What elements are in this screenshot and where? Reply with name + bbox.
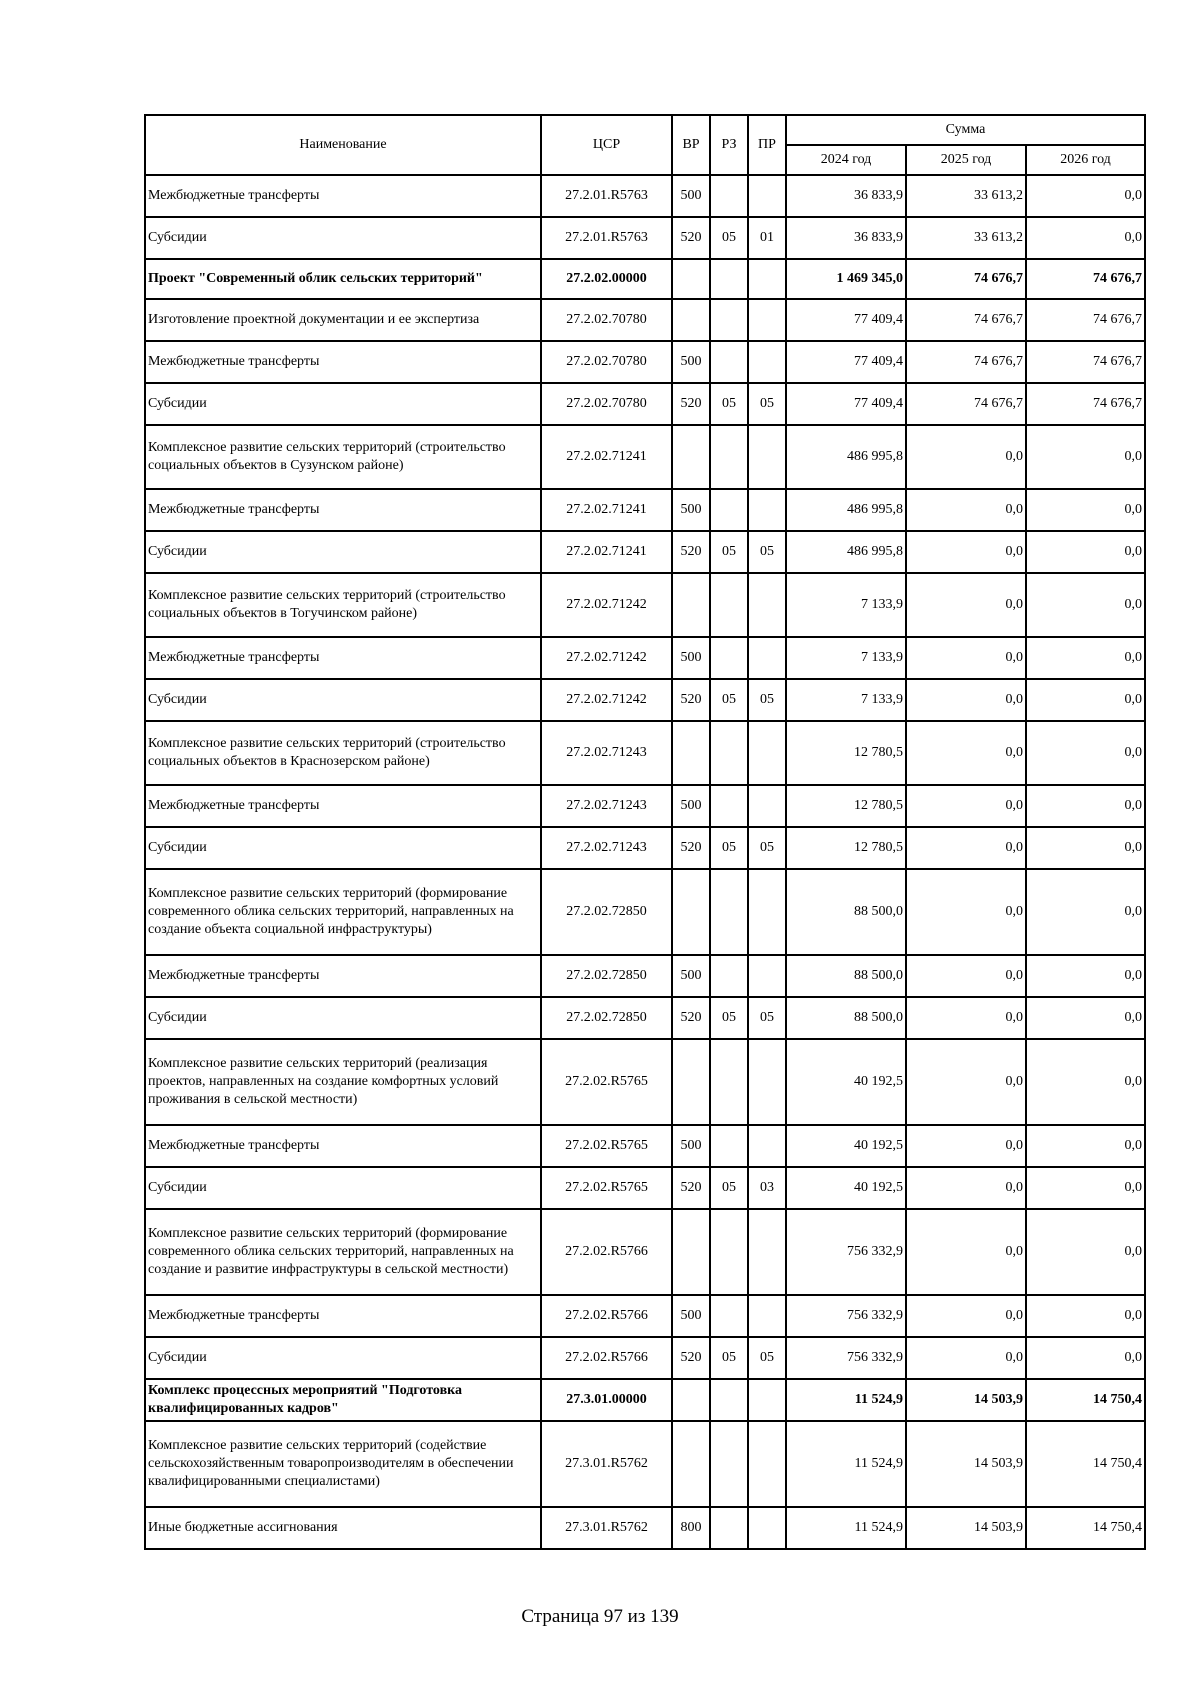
cell-vr: 500 (672, 955, 710, 997)
cell-pr (748, 299, 786, 341)
cell-vr: 520 (672, 1337, 710, 1379)
table-row (145, 997, 1145, 1039)
cell-pr (748, 175, 786, 217)
cell-y2025: 0,0 (906, 955, 1026, 997)
cell-rz (710, 1125, 748, 1167)
header-rz: РЗ (710, 115, 748, 175)
cell-rz (710, 341, 748, 383)
table-row (145, 827, 1145, 869)
cell-name: Межбюджетные трансферты (145, 1295, 541, 1337)
cell-rz: 05 (710, 383, 748, 425)
cell-vr (672, 425, 710, 489)
cell-csr: 27.2.02.71242 (541, 637, 672, 679)
cell-pr: 05 (748, 997, 786, 1039)
cell-csr: 27.2.02.00000 (541, 259, 672, 299)
cell-rz: 05 (710, 997, 748, 1039)
cell-name: Комплексное развитие сельских территорий (реализация проектов, направленных на создание комфортных условий проживания в сельской местности) (145, 1039, 541, 1125)
cell-rz: 05 (710, 531, 748, 573)
header-sum: Сумма (786, 115, 1145, 145)
cell-name: Субсидии (145, 217, 541, 259)
cell-name: Субсидии (145, 997, 541, 1039)
cell-rz: 05 (710, 1167, 748, 1209)
cell-y2025: 74 676,7 (906, 259, 1026, 299)
cell-y2025: 33 613,2 (906, 175, 1026, 217)
cell-name: Субсидии (145, 827, 541, 869)
cell-pr (748, 869, 786, 955)
cell-y2024: 40 192,5 (786, 1125, 906, 1167)
cell-vr (672, 869, 710, 955)
cell-y2026: 74 676,7 (1026, 299, 1145, 341)
cell-pr: 05 (748, 679, 786, 721)
cell-name: Субсидии (145, 1167, 541, 1209)
cell-vr: 500 (672, 1295, 710, 1337)
cell-y2024: 88 500,0 (786, 869, 906, 955)
cell-csr: 27.2.02.70780 (541, 299, 672, 341)
cell-y2024: 756 332,9 (786, 1209, 906, 1295)
header-pr: ПР (748, 115, 786, 175)
cell-y2025: 33 613,2 (906, 217, 1026, 259)
table-row (145, 1507, 1145, 1549)
cell-rz (710, 955, 748, 997)
cell-y2024: 486 995,8 (786, 531, 906, 573)
cell-rz (710, 1209, 748, 1295)
cell-pr: 05 (748, 383, 786, 425)
cell-csr: 27.2.02.70780 (541, 341, 672, 383)
cell-y2025: 0,0 (906, 531, 1026, 573)
cell-rz (710, 259, 748, 299)
cell-csr: 27.2.02.R5766 (541, 1209, 672, 1295)
table-row (145, 1295, 1145, 1337)
cell-csr: 27.2.02.72850 (541, 955, 672, 997)
cell-csr: 27.2.02.72850 (541, 997, 672, 1039)
cell-y2026: 0,0 (1026, 679, 1145, 721)
table-row (145, 679, 1145, 721)
table-row (145, 1039, 1145, 1125)
cell-csr: 27.2.02.70780 (541, 383, 672, 425)
cell-y2026: 74 676,7 (1026, 341, 1145, 383)
header-2024: 2024 год (786, 145, 906, 175)
cell-y2024: 11 524,9 (786, 1379, 906, 1421)
cell-csr: 27.2.01.R5763 (541, 175, 672, 217)
cell-y2026: 0,0 (1026, 955, 1145, 997)
cell-pr (748, 1421, 786, 1507)
cell-vr: 500 (672, 175, 710, 217)
cell-rz (710, 1507, 748, 1549)
cell-y2025: 0,0 (906, 869, 1026, 955)
cell-csr: 27.2.02.71242 (541, 679, 672, 721)
cell-y2025: 0,0 (906, 1167, 1026, 1209)
cell-y2024: 88 500,0 (786, 997, 906, 1039)
cell-vr (672, 299, 710, 341)
cell-pr (748, 489, 786, 531)
cell-y2025: 0,0 (906, 1039, 1026, 1125)
cell-name: Проект "Современный облик сельских территорий" (145, 259, 541, 299)
cell-rz (710, 1295, 748, 1337)
cell-rz (710, 785, 748, 827)
cell-csr: 27.2.02.71242 (541, 573, 672, 637)
table-row (145, 531, 1145, 573)
cell-csr: 27.2.02.71243 (541, 721, 672, 785)
cell-vr: 500 (672, 785, 710, 827)
cell-rz (710, 1421, 748, 1507)
cell-name: Комплексное развитие сельских территорий (строительство социальных объектов в Краснозерском районе) (145, 721, 541, 785)
cell-y2026: 14 750,4 (1026, 1379, 1145, 1421)
cell-y2026: 14 750,4 (1026, 1507, 1145, 1549)
cell-rz (710, 489, 748, 531)
cell-y2025: 74 676,7 (906, 341, 1026, 383)
table-row (145, 217, 1145, 259)
cell-pr: 03 (748, 1167, 786, 1209)
cell-vr: 520 (672, 827, 710, 869)
cell-name: Комплексное развитие сельских территорий (строительство социальных объектов в Сузунском районе) (145, 425, 541, 489)
cell-vr (672, 1039, 710, 1125)
cell-y2026: 0,0 (1026, 869, 1145, 955)
cell-y2025: 0,0 (906, 573, 1026, 637)
cell-y2024: 12 780,5 (786, 721, 906, 785)
cell-name: Комплекс процессных мероприятий "Подготовка квалифицированных кадров" (145, 1379, 541, 1421)
cell-name: Межбюджетные трансферты (145, 489, 541, 531)
cell-pr (748, 955, 786, 997)
cell-rz (710, 573, 748, 637)
cell-y2024: 756 332,9 (786, 1295, 906, 1337)
cell-y2024: 40 192,5 (786, 1039, 906, 1125)
cell-csr: 27.3.01.00000 (541, 1379, 672, 1421)
cell-y2024: 36 833,9 (786, 175, 906, 217)
cell-y2026: 0,0 (1026, 573, 1145, 637)
cell-name: Субсидии (145, 531, 541, 573)
cell-y2025: 0,0 (906, 425, 1026, 489)
cell-rz (710, 869, 748, 955)
cell-name: Межбюджетные трансферты (145, 341, 541, 383)
header-2025: 2025 год (906, 145, 1026, 175)
cell-pr (748, 1379, 786, 1421)
cell-name: Межбюджетные трансферты (145, 955, 541, 997)
cell-vr: 520 (672, 1167, 710, 1209)
table-row (145, 1337, 1145, 1379)
cell-name: Комплексное развитие сельских территорий (содействие сельскохозяйственным товаропроизводителям в обеспечении квалифицированными специалистами) (145, 1421, 541, 1507)
cell-y2026: 0,0 (1026, 489, 1145, 531)
cell-y2024: 756 332,9 (786, 1337, 906, 1379)
cell-rz: 05 (710, 827, 748, 869)
cell-y2024: 7 133,9 (786, 637, 906, 679)
cell-pr (748, 573, 786, 637)
table-row (145, 955, 1145, 997)
cell-y2024: 77 409,4 (786, 299, 906, 341)
cell-pr (748, 785, 786, 827)
table-row (145, 869, 1145, 955)
cell-pr (748, 1039, 786, 1125)
cell-vr: 520 (672, 679, 710, 721)
cell-pr: 05 (748, 1337, 786, 1379)
header-vr: ВР (672, 115, 710, 175)
cell-y2025: 0,0 (906, 827, 1026, 869)
header-csr: ЦСР (541, 115, 672, 175)
table-row (145, 1125, 1145, 1167)
cell-pr (748, 637, 786, 679)
cell-y2025: 74 676,7 (906, 299, 1026, 341)
cell-pr (748, 425, 786, 489)
cell-y2026: 0,0 (1026, 175, 1145, 217)
cell-name: Комплексное развитие сельских территорий (формирование современного облика сельских территорий, направленных на создание объекта социальной инфраструктуры) (145, 869, 541, 955)
table-row (145, 573, 1145, 637)
cell-rz (710, 637, 748, 679)
cell-rz (710, 299, 748, 341)
cell-y2026: 0,0 (1026, 827, 1145, 869)
cell-name: Субсидии (145, 383, 541, 425)
table-row (145, 425, 1145, 489)
cell-name: Субсидии (145, 679, 541, 721)
table-header (145, 115, 1145, 175)
cell-csr: 27.2.02.71241 (541, 531, 672, 573)
cell-y2026: 14 750,4 (1026, 1421, 1145, 1507)
cell-y2025: 14 503,9 (906, 1421, 1026, 1507)
cell-rz (710, 1039, 748, 1125)
cell-y2024: 88 500,0 (786, 955, 906, 997)
cell-pr (748, 1209, 786, 1295)
table-row (145, 1421, 1145, 1507)
cell-vr: 500 (672, 1125, 710, 1167)
cell-name: Межбюджетные трансферты (145, 1125, 541, 1167)
cell-csr: 27.2.02.71243 (541, 827, 672, 869)
cell-y2024: 36 833,9 (786, 217, 906, 259)
cell-vr: 800 (672, 1507, 710, 1549)
cell-csr: 27.2.02.R5766 (541, 1295, 672, 1337)
cell-name: Комплексное развитие сельских территорий (строительство социальных объектов в Тогучинском районе) (145, 573, 541, 637)
cell-csr: 27.2.02.R5765 (541, 1039, 672, 1125)
cell-vr: 520 (672, 383, 710, 425)
cell-y2025: 0,0 (906, 637, 1026, 679)
budget-table (144, 114, 1146, 1550)
cell-vr: 500 (672, 637, 710, 679)
cell-vr (672, 1209, 710, 1295)
cell-pr: 05 (748, 827, 786, 869)
cell-pr: 01 (748, 217, 786, 259)
cell-y2024: 486 995,8 (786, 425, 906, 489)
cell-y2025: 0,0 (906, 997, 1026, 1039)
cell-vr: 500 (672, 341, 710, 383)
cell-y2026: 0,0 (1026, 997, 1145, 1039)
table-row (145, 383, 1145, 425)
cell-rz (710, 721, 748, 785)
table-row (145, 721, 1145, 785)
header-2026: 2026 год (1026, 145, 1145, 175)
table-row (145, 299, 1145, 341)
cell-name: Межбюджетные трансферты (145, 637, 541, 679)
table-row (145, 1209, 1145, 1295)
cell-pr (748, 1507, 786, 1549)
cell-rz (710, 425, 748, 489)
cell-pr (748, 341, 786, 383)
cell-y2026: 0,0 (1026, 1125, 1145, 1167)
page-number: Страница 97 из 139 (521, 1606, 679, 1627)
cell-y2024: 11 524,9 (786, 1507, 906, 1549)
cell-y2026: 0,0 (1026, 1295, 1145, 1337)
cell-vr (672, 259, 710, 299)
cell-pr (748, 259, 786, 299)
cell-name: Межбюджетные трансферты (145, 175, 541, 217)
cell-vr (672, 1379, 710, 1421)
cell-csr: 27.3.01.R5762 (541, 1421, 672, 1507)
cell-y2026: 0,0 (1026, 425, 1145, 489)
cell-csr: 27.2.02.R5765 (541, 1167, 672, 1209)
cell-vr (672, 721, 710, 785)
cell-y2026: 0,0 (1026, 1209, 1145, 1295)
cell-y2026: 0,0 (1026, 1167, 1145, 1209)
cell-y2025: 0,0 (906, 1337, 1026, 1379)
cell-y2024: 12 780,5 (786, 827, 906, 869)
cell-rz: 05 (710, 1337, 748, 1379)
cell-y2024: 1 469 345,0 (786, 259, 906, 299)
cell-vr: 520 (672, 531, 710, 573)
cell-csr: 27.2.02.71243 (541, 785, 672, 827)
cell-vr (672, 573, 710, 637)
cell-vr: 520 (672, 217, 710, 259)
cell-y2026: 74 676,7 (1026, 259, 1145, 299)
cell-csr: 27.2.02.72850 (541, 869, 672, 955)
cell-y2026: 74 676,7 (1026, 383, 1145, 425)
cell-y2026: 0,0 (1026, 721, 1145, 785)
cell-y2024: 7 133,9 (786, 679, 906, 721)
cell-y2025: 0,0 (906, 489, 1026, 531)
table-row (145, 1167, 1145, 1209)
cell-y2026: 0,0 (1026, 1039, 1145, 1125)
cell-y2026: 0,0 (1026, 637, 1145, 679)
table-row (145, 785, 1145, 827)
cell-csr: 27.2.02.71241 (541, 489, 672, 531)
cell-name: Комплексное развитие сельских территорий (формирование современного облика сельских территорий, направленных на создание и развитие инфраструктуры в сельской местности) (145, 1209, 541, 1295)
cell-y2024: 77 409,4 (786, 341, 906, 383)
cell-csr: 27.2.02.71241 (541, 425, 672, 489)
table-row (145, 259, 1145, 299)
cell-rz (710, 1379, 748, 1421)
cell-y2024: 486 995,8 (786, 489, 906, 531)
cell-y2024: 12 780,5 (786, 785, 906, 827)
cell-rz: 05 (710, 217, 748, 259)
cell-y2024: 77 409,4 (786, 383, 906, 425)
table-row (145, 1379, 1145, 1421)
cell-y2025: 14 503,9 (906, 1507, 1026, 1549)
cell-name: Межбюджетные трансферты (145, 785, 541, 827)
cell-pr (748, 1125, 786, 1167)
cell-y2025: 0,0 (906, 1209, 1026, 1295)
cell-y2026: 0,0 (1026, 217, 1145, 259)
cell-rz: 05 (710, 679, 748, 721)
cell-y2025: 74 676,7 (906, 383, 1026, 425)
table-row (145, 341, 1145, 383)
cell-name: Субсидии (145, 1337, 541, 1379)
cell-y2024: 40 192,5 (786, 1167, 906, 1209)
cell-y2025: 14 503,9 (906, 1379, 1026, 1421)
table-row (145, 489, 1145, 531)
cell-y2025: 0,0 (906, 1295, 1026, 1337)
cell-csr: 27.2.01.R5763 (541, 217, 672, 259)
table-row (145, 175, 1145, 217)
cell-csr: 27.2.02.R5765 (541, 1125, 672, 1167)
cell-csr: 27.3.01.R5762 (541, 1507, 672, 1549)
cell-vr (672, 1421, 710, 1507)
cell-csr: 27.2.02.R5766 (541, 1337, 672, 1379)
cell-y2026: 0,0 (1026, 785, 1145, 827)
cell-y2025: 0,0 (906, 1125, 1026, 1167)
cell-pr: 05 (748, 531, 786, 573)
cell-y2025: 0,0 (906, 721, 1026, 785)
cell-y2025: 0,0 (906, 679, 1026, 721)
table-row (145, 637, 1145, 679)
header-name: Наименование (145, 115, 541, 175)
cell-y2025: 0,0 (906, 785, 1026, 827)
cell-rz (710, 175, 748, 217)
cell-name: Иные бюджетные ассигнования (145, 1507, 541, 1549)
cell-name: Изготовление проектной документации и ее экспертиза (145, 299, 541, 341)
cell-y2024: 7 133,9 (786, 573, 906, 637)
cell-y2026: 0,0 (1026, 1337, 1145, 1379)
cell-y2024: 11 524,9 (786, 1421, 906, 1507)
cell-pr (748, 1295, 786, 1337)
cell-y2026: 0,0 (1026, 531, 1145, 573)
table-body (145, 175, 1145, 1549)
cell-vr: 500 (672, 489, 710, 531)
cell-pr (748, 721, 786, 785)
cell-vr: 520 (672, 997, 710, 1039)
